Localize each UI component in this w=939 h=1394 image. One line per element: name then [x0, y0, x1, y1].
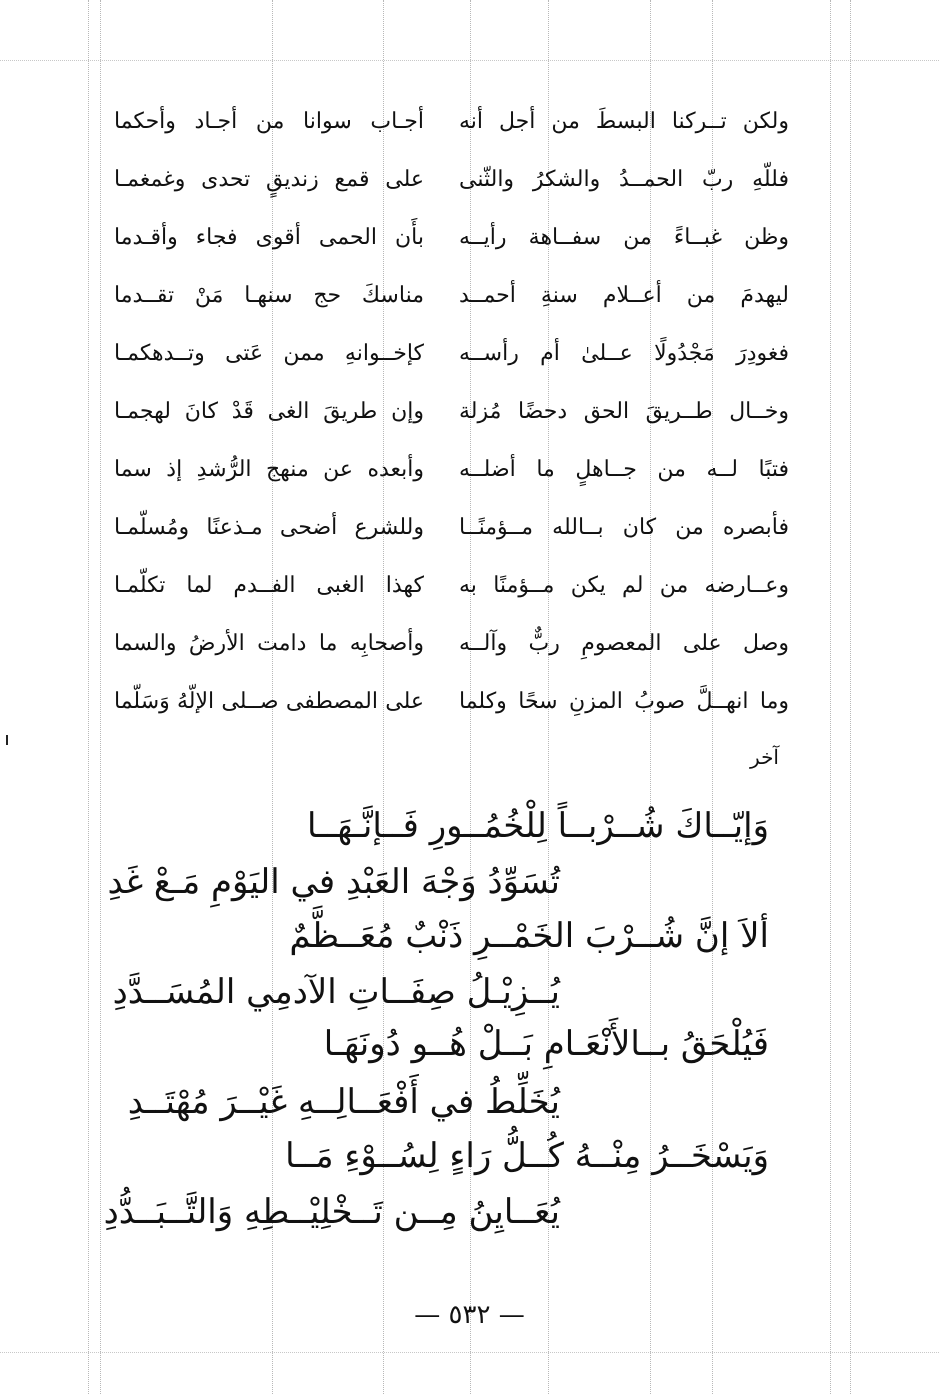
first-hemistich: فتبًا لــه من جــاهلٍ ما أضلــه — [459, 457, 789, 482]
couplet — [0, 506, 939, 558]
couplet — [0, 332, 939, 384]
couplet — [0, 390, 939, 442]
second-hemistich: على قمع زنديقٍ تحدى وغمغمـا — [114, 167, 424, 192]
poem-line: يُخَلِّطُ في أَفْعَــالِــهِ غَيْــرَ مُهْتَــدِ — [127, 1082, 560, 1122]
poem-line: فَيُلْحَقُ بــالأَنْعَـامِ بَــلْ هُــو دُونَهَـا — [323, 1024, 769, 1064]
second-hemistich: كهذا الغبى الفــدم لما تكلّمـا — [114, 573, 424, 598]
second-hemistich: مناسكَ حج سنهـا مَنْ تقــدما — [114, 283, 424, 308]
guide-line — [0, 60, 939, 61]
poem-line: تُسَوِّدُ وَجْهَ العَبْدِ في اليَوْمِ مَـعْ غَدِ — [107, 862, 560, 902]
poem-line: وَإيّــاكَ شُــرْبــاً لِلْخُمُــورِ فَــإنَّـهَــا — [306, 806, 769, 846]
second-hemistich: على المصطفى صــلى الإلّهُ وَسَلّما — [114, 689, 424, 714]
couplet — [0, 100, 939, 152]
second-hemistich: أجـاب سوانا من أجـاد وأحكما — [114, 109, 424, 134]
first-hemistich: فغودِرَ مَجْدُولًا عــلىٰ أم رأســه — [459, 341, 789, 366]
couplet — [0, 622, 939, 674]
poem-line: ألاَ إنَّ شُــرْبَ الخَمْــرِ ذَنْبٌ مُعَــظَّمٌ — [289, 916, 769, 956]
second-hemistich: وأصحابِه ما دامت الأرضُ والسما — [114, 631, 424, 656]
first-hemistich: وما انهــلَّ صوبُ المزنِ سحًا وكلما — [459, 689, 789, 714]
second-hemistich: بأَن الحمى أقوى فجاء وأقـدما — [114, 225, 424, 250]
couplet — [0, 158, 939, 210]
couplet — [0, 680, 939, 732]
section-label: آخر — [750, 745, 779, 769]
first-hemistich: فأبصره من كان بــالله مــؤمنًــا — [459, 515, 789, 540]
poem-line: يُــزِيْـلُ صِفَــاتِ الآدمِي المُسَــدَّدِ — [112, 972, 560, 1012]
first-hemistich: ولكن تــركنا البسطَ من أجل أنه — [459, 109, 789, 134]
second-hemistich: وللشرع أضحى مـذعنًا ومُسلّمـا — [114, 515, 424, 540]
first-hemistich: وظن غبــاءً من سفــاهة رأيــه — [459, 225, 789, 250]
couplet — [0, 216, 939, 268]
first-hemistich: وصل على المعصومِ ربٌّ وآلــه — [459, 631, 789, 656]
couplet — [0, 564, 939, 616]
scan-mark — [6, 735, 8, 745]
couplet — [0, 274, 939, 326]
poem-line: يُعَــايِنُ مِــن تَــخْلِيْــطِهِ وَالتَّــبَــدُّدِ — [103, 1192, 560, 1232]
couplet — [0, 448, 939, 500]
guide-line — [0, 1352, 939, 1353]
first-hemistich: وخــال طــريقَ الحق دحضًا مُزلة — [459, 399, 789, 424]
first-hemistich: وعــارضه من لم يكن مــؤمنًا به — [459, 573, 789, 598]
poem-line: وَيَسْخَــرُ مِنْــهُ كُــلُّ رَاءٍ لِسُــوْءِ مَــا — [285, 1136, 769, 1176]
page-number: — ٥٣٢ — — [414, 1300, 525, 1330]
first-hemistich: ليهدمَ من أعــلام سنةِ أحمــد — [459, 283, 789, 308]
second-hemistich: وإن طريقَ الغى قَدْ كانَ لهجمـا — [114, 399, 424, 424]
second-hemistich: كإخــوانهِ ممن عَتى وتــدهكمـا — [114, 341, 424, 366]
second-hemistich: وأبعده عن منهج الرُّشدِ إذ سما — [114, 457, 424, 482]
first-hemistich: فللّهِ ربّ الحمــدُ والشكرُ والثّنى — [459, 167, 789, 192]
